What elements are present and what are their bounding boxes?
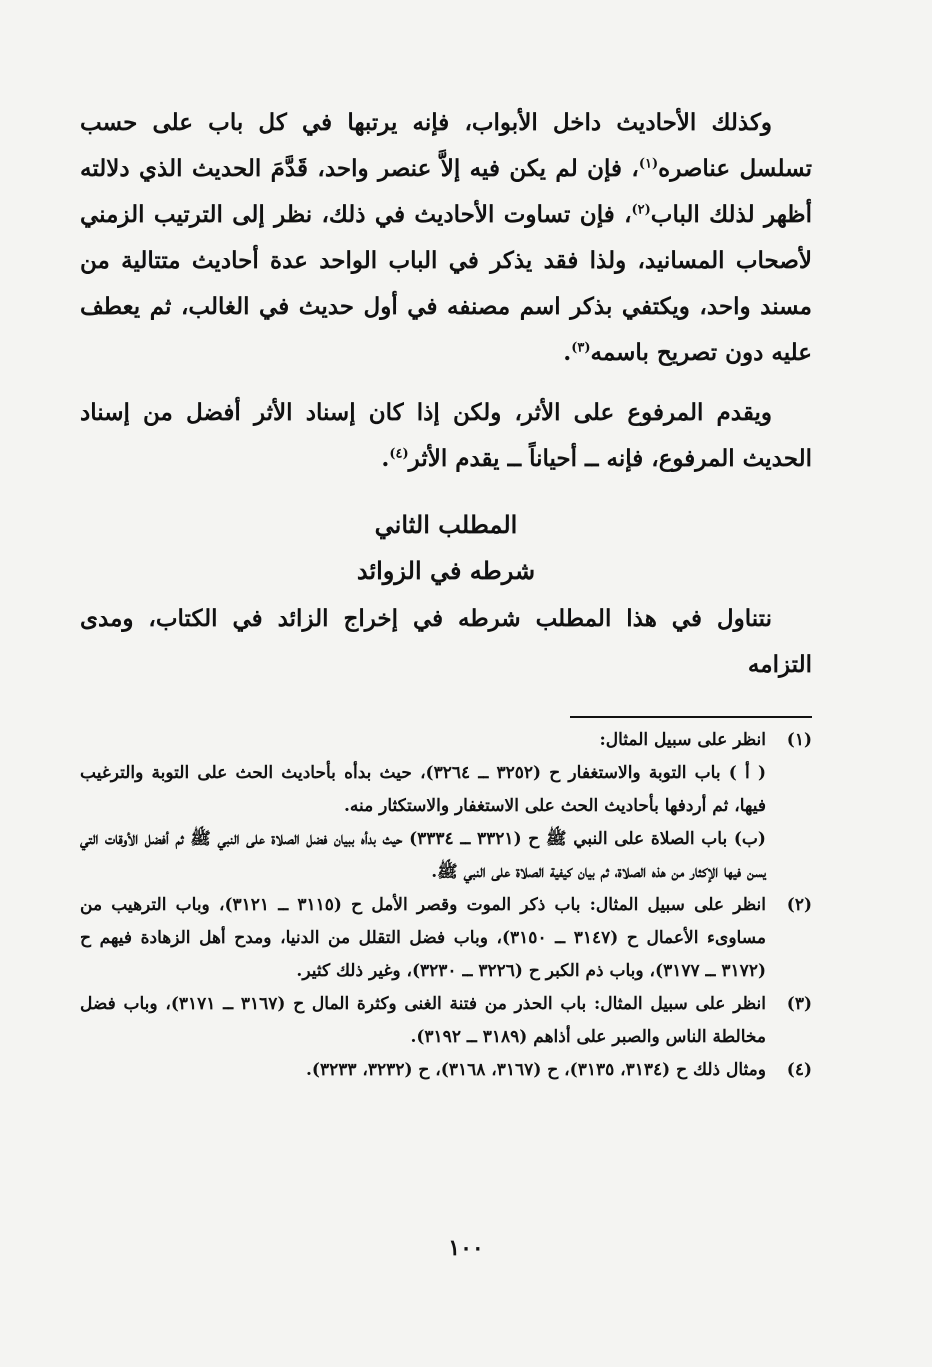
footnote-1: [80, 724, 812, 889]
footnote-ref-3[interactable]: (٣): [571, 340, 591, 356]
footnote-4: [80, 1054, 812, 1087]
footnote-number: (٣): [786, 994, 812, 1014]
page-content: [80, 100, 812, 1087]
footnote-line: (ب) باب الصلاة على النبي ﷺ ح (٣٣٢١ ــ ٣٣٣٤) حيث بدأه ببيان فضل الصلاة على النبي ﷺ ثم أفضل الأوقات التي يسن فيها الإكثار من هذه الصلاة، ثم بيان كيفية الصلاة على النبي ﷺ.: [80, 829, 766, 882]
footnote-body: [80, 1054, 766, 1087]
footnote-line: ( أ ) باب التوبة والاستغفار ح (٣٢٥٢ ــ ٣٢٦٤)، حيث بدأه بأحاديث الحث على التوبة والترغيب فيها، ثم أردفها بأحاديث الحث على الاستغفار والاستكثار منه.: [80, 763, 766, 816]
text-run: ويقدم المرفوع على الأثر، ولكن إذا كان إسناد الأثر أفضل من إسناد الحديث المرفوع، فإنه ــ أحياناً ــ يقدم الأثر: [80, 399, 812, 472]
footnote-number: (٤): [786, 1060, 812, 1080]
footnotes: [80, 724, 812, 1087]
footnote-2: [80, 889, 812, 988]
body-paragraph-1: [80, 100, 812, 376]
footnote-divider: [570, 716, 812, 718]
footnote-line: ومثال ذلك ح (٣١٣٤، ٣١٣٥)، ح (٣١٦٧، ٣١٦٨)، ح (٣٢٣٢، ٣٢٣٣).: [306, 1060, 766, 1080]
footnote-body: [80, 889, 766, 988]
intro-paragraph: نتناول في هذا المطلب شرطه في إخراج الزائد في الكتاب، ومدى التزامه: [80, 605, 812, 678]
text-run: ، فإن لم يكن فيه إلاَّ عنصر واحد، قَدَّمَ الحديث الذي دلالته أظهر لذلك الباب: [80, 155, 812, 228]
footnote-ref-2[interactable]: (٢): [631, 202, 651, 218]
footnote-line: انظر على سبيل المثال:: [599, 730, 766, 750]
page-number: ١٠٠: [448, 1235, 484, 1261]
body-paragraph-2: [80, 390, 812, 482]
section-label: المطلب الثاني: [374, 510, 518, 539]
footnote-ref-1[interactable]: (١): [638, 156, 659, 172]
text-run: ، فإن تساوت الأحاديث في ذلك، نظر إلى الترتيب الزمني لأصحاب المسانيد، ولذا فقد يذكر في الباب الواحد عدة أحاديث متتالية من مسند واحد، ويكتفي بذكر اسم مصنفه في أول حديث في الغالب، ثم يعطف عليه دون تصريح باسمه: [80, 201, 812, 366]
footnote-number: (٢): [786, 895, 812, 915]
text-run: .: [563, 339, 572, 366]
footnote-number: (١): [786, 730, 812, 750]
footnote-ref-4[interactable]: (٤): [389, 446, 409, 462]
text-run: وكذلك الأحاديث داخل الأبواب، فإنه يرتبها في كل باب على حسب تسلسل عناصره: [80, 109, 812, 182]
footnote-line: انظر على سبيل المثال: باب ذكر الموت وقصر الأمل ح (٣١١٥ ــ ٣١٢١)، وباب الترهيب من مساوىء الأعمال ح (٣١٤٧ ــ ٣١٥٠)، وباب فضل التقلل من الدنيا، ومدح أهل الزهادة فيهم ح (٣١٧٢ ــ ٣١٧٧)، وباب ذم الكبر ح (٣٢٢٦ ــ ٣٢٣٠)، وغير ذلك كثير.: [80, 895, 766, 981]
text-run: .: [381, 445, 390, 472]
footnote-line: انظر على سبيل المثال: باب الحذر من فتنة الغنى وكثرة المال ح (٣١٦٧ ــ ٣١٧١)، وباب فضل مخالطة الناس والصبر على أذاهم (٣١٨٩ ــ ٣١٩٢).: [80, 994, 766, 1047]
footnote-body: [80, 724, 766, 889]
footnote-body: [80, 988, 766, 1054]
footnote-3: [80, 988, 812, 1054]
section-title: شرطه في الزوائد: [356, 556, 536, 585]
